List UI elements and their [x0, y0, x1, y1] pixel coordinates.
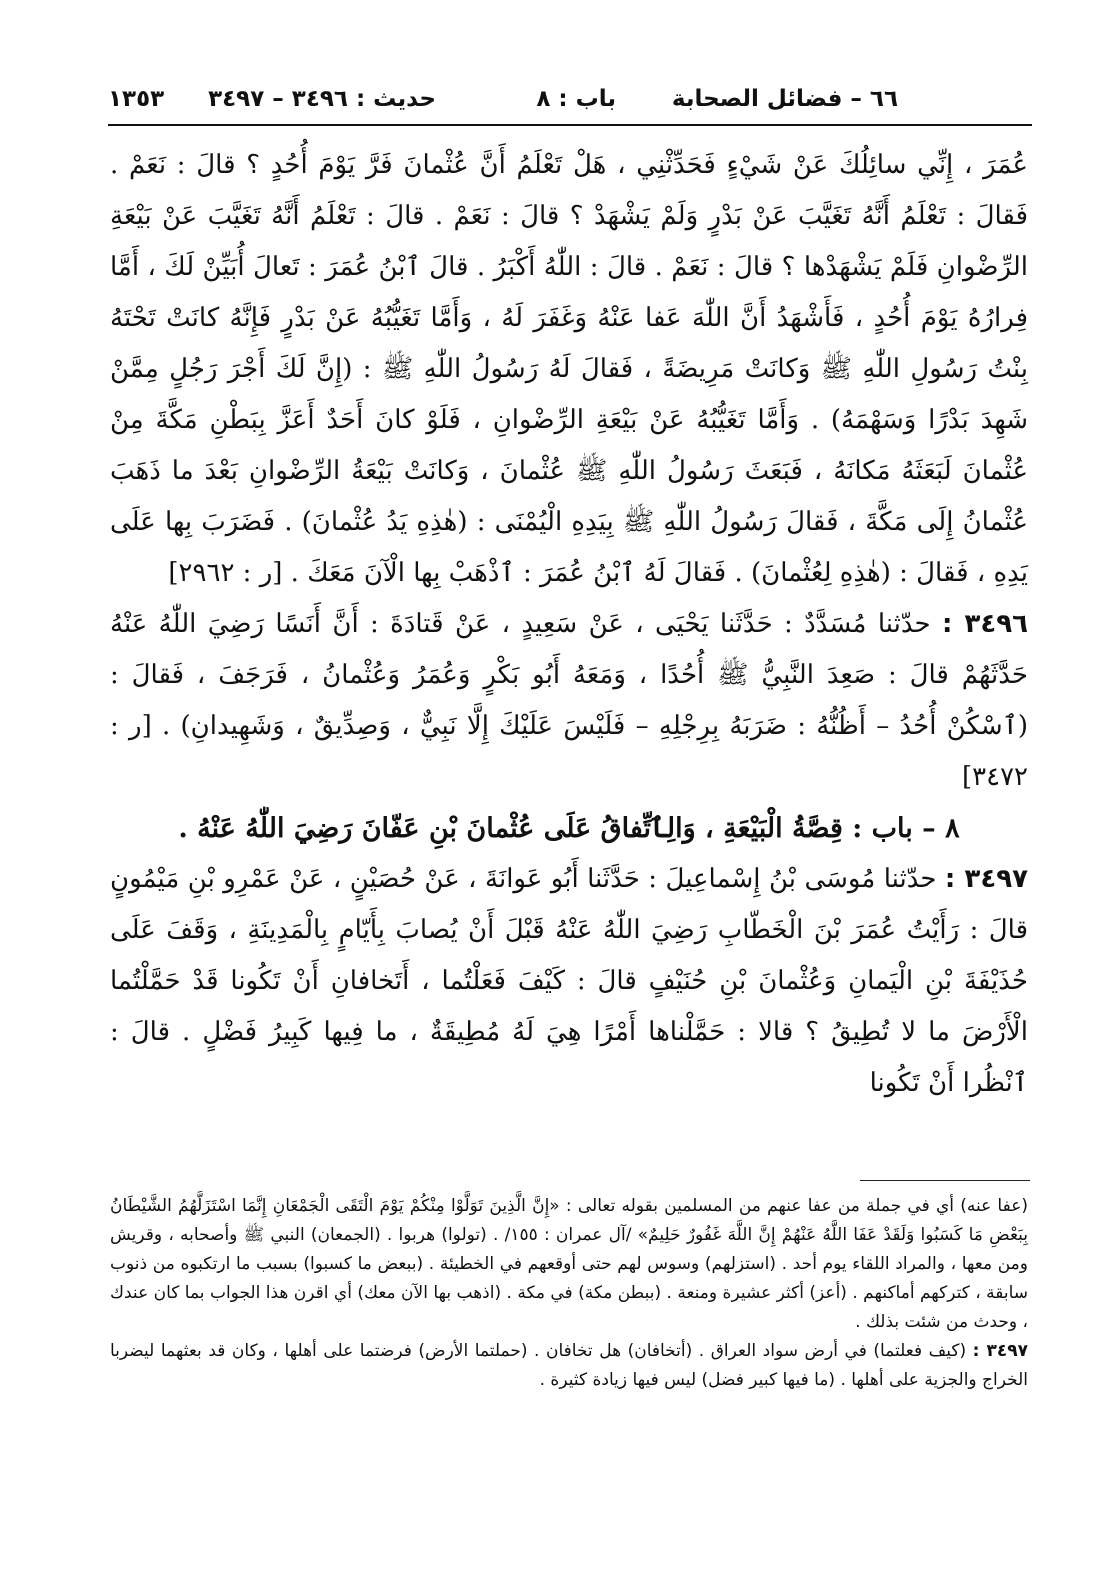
hadith-number: ٣٤٩٧ :	[944, 864, 1029, 894]
footnote-1: (عفا عنه) أي في جملة من عفا عنهم من المسلمين بقوله تعالى : «إِنَّ الَّذِينَ تَوَلَّوْا مِنْكُمْ يَوْمَ الْتَقَى الْجَمْعَانِ إِنَّمَا اسْتَزَلَّهُمُ الشَّيْطَانُ بِبَعْضِ مَا كَسَبُوا وَلَقَدْ عَفَا اللَّهُ عَنْهُمْ إِنَّ اللَّهَ غَفُورٌ حَلِيمٌ» /آل عمران : ١٥٥/ . (تولوا) هربوا . (الجمعان) النبي ﷺ وأصحابه ، وقريش ومن معها ، والمراد اللقاء يوم أحد . (استزلهم) وسوس لهم حتى أوقعهم في الخطيئة . (ببعض ما كسبوا) بسبب ما ارتكبوه من ذنوب سابقة ، كتركهم أماكنهم . (أعز) أكثر عشيرة ومنعة . (ببطن مكة) في مكة . (اذهب بها الآن معك) أي اقرن هذا الجواب بما كان عندك ، وحدث من شئت بذلك .	[110, 1196, 1029, 1332]
hadith-3496	[110, 599, 1028, 803]
footnotes	[110, 1192, 1028, 1395]
footnote-text: (كيف فعلتما) في أرض سواد العراق . (أتخافان) هل تخافان . (حملتما الأرض) فرضتما على أهلها ، وكان قد بعثهما ليضربا الخراج والجزية على أهلها . (ما فيها كبير فضل) ليس فيها زيادة كثيرة .	[110, 1341, 1028, 1390]
page-number: ١٣٥٣	[108, 86, 165, 112]
continued-hadith-paragraph: عُمَرَ ، إِنِّي سائِلُكَ عَنْ شَيْءٍ فَحَدِّثْنِي ، هَلْ تَعْلَمُ أَنَّ عُثْمانَ فَرَّ يَوْمَ أُحُدٍ ؟ قالَ : نَعَمْ . فَقالَ : تَعْلَمُ أَنَّهُ تَغَيَّبَ عَنْ بَدْرٍ وَلَمْ يَشْهَدْ ؟ قالَ : نَعَمْ . قالَ : تَعْلَمُ أَنَّهُ تَغَيَّبَ عَنْ بَيْعَةِ الرِّضْوانِ فَلَمْ يَشْهَدْها ؟ قالَ : نَعَمْ . قالَ : اللّٰهُ أَكْبَرُ . قالَ ٱبْنُ عُمَرَ : تَعالَ أُبَيِّنْ لَكَ ، أَمَّا فِرارُهُ يَوْمَ أُحُدٍ ، فَأَشْهَدُ أَنَّ اللّٰهَ عَفا عَنْهُ وَغَفَرَ لَهُ ، وَأَمَّا تَغَيُّبُهُ عَنْ بَدْرٍ فَإِنَّهُ كانَتْ تَحْتَهُ بِنْتُ رَسُولِ اللّٰهِ ﷺ وَكانَتْ مَرِيضَةً ، فَقالَ لَهُ رَسُولُ اللّٰهِ ﷺ : (إِنَّ لَكَ أَجْرَ رَجُلٍ مِمَّنْ شَهِدَ بَدْرًا وَسَهْمَهُ) . وَأَمَّا تَغَيُّبُهُ عَنْ بَيْعَةِ الرِّضْوانِ ، فَلَوْ كانَ أَحَدٌ أَعَزَّ بِبَطْنِ مَكَّةَ مِنْ عُثْمانَ لَبَعَثَهُ مَكانَهُ ، فَبَعَثَ رَسُولُ اللّٰهِ ﷺ عُثْمانَ ، وَكانَتْ بَيْعَةُ الرِّضْوانِ بَعْدَ ما ذَهَبَ عُثْمانُ إِلَى مَكَّةَ ، فَقالَ رَسُولُ اللّٰهِ ﷺ بِيَدِهِ الْيُمْنَى : (هٰذِهِ يَدُ عُثْمانَ) . فَضَرَبَ بِها عَلَى يَدِهِ ، فَقالَ : (هٰذِهِ لِعُثْمانَ) . فَقالَ لَهُ ٱبْنُ عُمَرَ : ٱذْهَبْ بِها الْآنَ مَعَكَ . [ر : ٢٩٦٢]	[110, 150, 1028, 588]
footnote-rule	[860, 1180, 1030, 1181]
chapter-reference: باب : ٨	[536, 86, 616, 112]
footnote-2	[110, 1337, 1028, 1395]
main-text	[110, 140, 1028, 1109]
header-rule	[108, 124, 1032, 126]
footnote-number: ٣٤٩٧ :	[972, 1341, 1029, 1361]
page-header	[108, 80, 898, 120]
hadith-text: حدّثنا مُسَدَّدٌ : حَدَّثَنا يَحْيَى ، عَنْ سَعِيدٍ ، عَنْ قَتادَةَ : أَنَّ أَنَسًا رَضِيَ اللّٰهُ عَنْهُ حَدَّثَهُمْ قالَ : صَعِدَ النَّبِيُّ ﷺ أُحُدًا ، وَمَعَهُ أَبُو بَكْرٍ وَعُمَرُ وَعُثْمانُ ، فَرَجَفَ ، فَقالَ : (ٱسْكُنْ أُحُدُ – أَظُنُّهُ : ضَرَبَهُ بِرِجْلِهِ – فَلَيْسَ عَلَيْكَ إِلَّا نَبِيٌّ ، وَصِدِّيقٌ ، وَشَهِيدانِ) . [ر : ٣٤٧٢]	[110, 609, 1028, 792]
hadith-reference: حديث : ٣٤٩٦ – ٣٤٩٧	[208, 86, 436, 112]
hadith-text: حدّثنا مُوسَى بْنُ إِسْماعِيلَ : حَدَّثَنا أَبُو عَوانَةَ ، عَنْ حُصَيْنٍ ، عَنْ عَمْرِو بْنِ مَيْمُونٍ قالَ : رَأَيْتُ عُمَرَ بْنَ الْخَطّابِ رَضِيَ اللّٰهُ عَنْهُ قَبْلَ أَنْ يُصابَ بِأَيّامٍ بِالْمَدِينَةِ ، وَقَفَ عَلَى حُذَيْفَةَ بْنِ الْيَمانِ وَعُثْمانَ بْنِ حُنَيْفٍ قالَ : كَيْفَ فَعَلْتُما ، أَتَخافانِ أَنْ تَكُونا قَدْ حَمَّلْتُما الْأَرْضَ ما لا تُطِيقُ ؟ قالا : حَمَّلْناها أَمْرًا هِيَ لَهُ مُطِيقَةٌ ، ما فِيها كَبِيرُ فَضْلٍ . قالَ : ٱنْظُرا أَنْ تَكُونا	[110, 864, 1028, 1098]
hadith-3497	[110, 854, 1028, 1109]
hadith-number: ٣٤٩٦ :	[941, 609, 1029, 639]
chapter-heading: ٨ – باب : قِصَّةُ الْبَيْعَةِ ، وَالِٱتِّفاقُ عَلَى عُثْمانَ بْنِ عَفّانَ رَضِيَ اللّٰهُ عَنْهُ .	[178, 813, 960, 844]
book-title: ٦٦ – فضائل الصحابة	[671, 86, 898, 112]
